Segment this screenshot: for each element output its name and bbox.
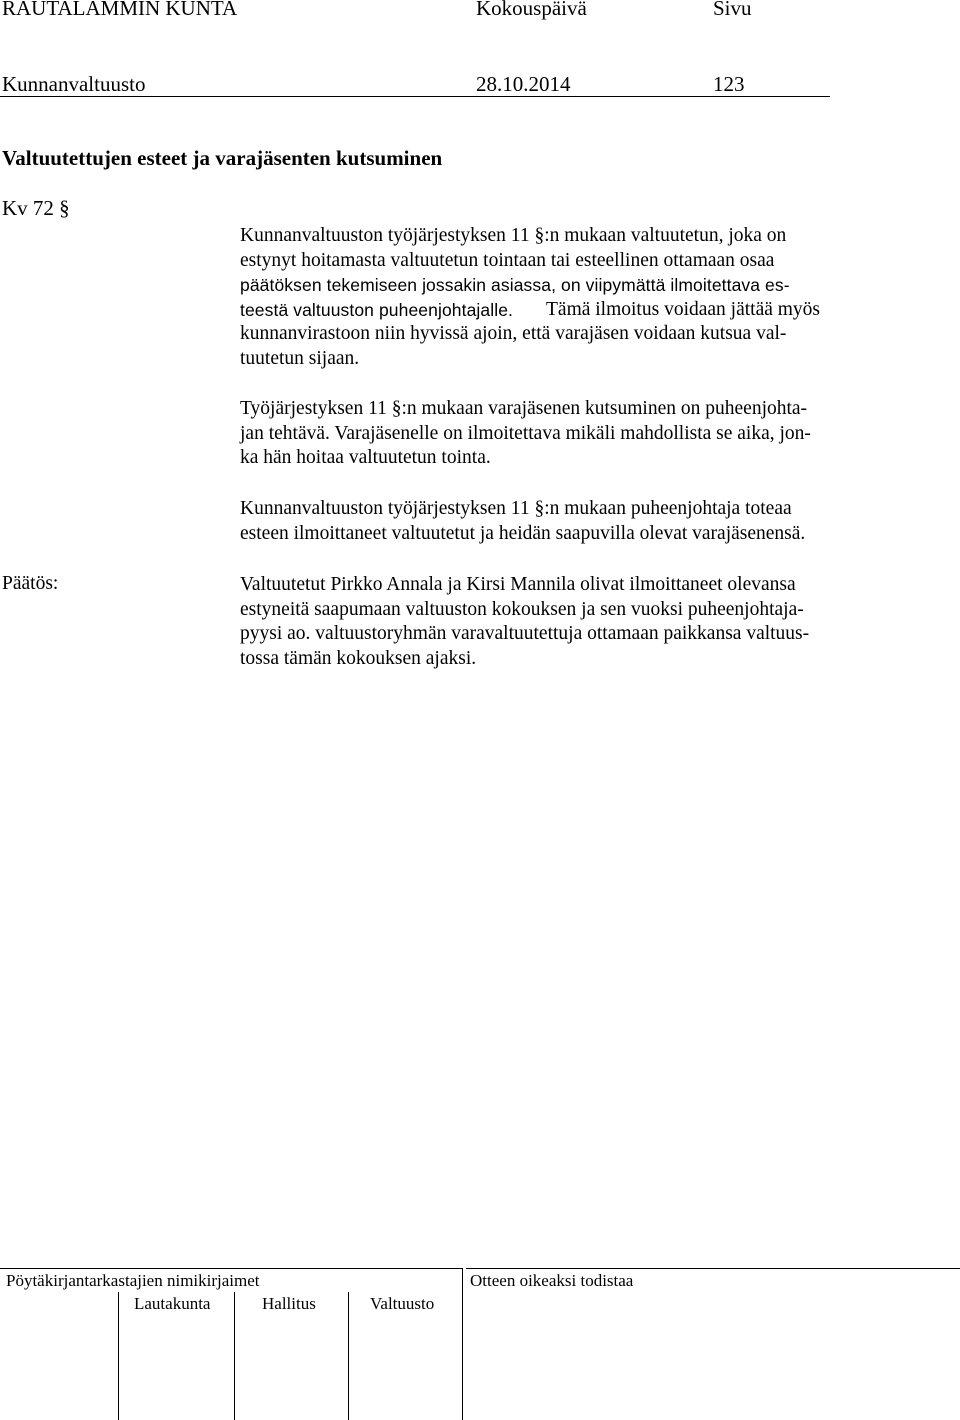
footer-divider — [118, 1292, 119, 1420]
decision-line: pyysi ao. valtuustoryhmän varavaltuutettuja ottamaan paikkansa valtuus- — [240, 623, 810, 644]
paragraph-line: Kunnanvaltuuston työjärjestyksen 11 §:n mukaan puheenjohtaja toteaa — [240, 498, 792, 519]
page-number: 123 — [713, 72, 745, 96]
municipality-name: RAUTALAMMIN KUNTA — [2, 0, 238, 20]
decision-text — [240, 573, 880, 671]
decision-line: Valtuutetut Pirkko Annala ja Kirsi Mannila olivat ilmoittaneet olevansa — [240, 574, 796, 595]
footer-divider — [234, 1292, 235, 1420]
paragraph-4 — [240, 497, 880, 546]
footer-rule-left — [0, 1268, 462, 1269]
paragraph-2 — [240, 322, 880, 371]
paragraph-line: teestä valtuuston puheenjohtajalle. — [240, 299, 514, 320]
document-title: Valtuutettujen esteet ja varajäsenten kutsuminen — [2, 146, 443, 170]
meeting-date: 28.10.2014 — [476, 72, 571, 96]
body-name: Kunnanvaltuusto — [2, 72, 146, 96]
meeting-date-label: Kokouspäivä — [476, 0, 587, 20]
paragraph-line: Kunnanvaltuuston työjärjestyksen 11 §:n mukaan valtuutetun, joka on — [240, 225, 787, 246]
column-valtuusto: Valtuusto — [370, 1294, 435, 1313]
decision-line: estyneitä saapumaan valtuuston kokouksen ja sen vuoksi puheenjohtaja- — [240, 598, 804, 620]
footer-divider — [348, 1292, 349, 1420]
decision-line: tossa tämän kokouksen ajaksi. — [240, 647, 477, 669]
column-lautakunta: Lautakunta — [134, 1294, 211, 1313]
paragraph-2-start — [546, 298, 886, 323]
paragraph-line: ka hän hoitaa valtuutetun tointa. — [240, 447, 491, 468]
paragraph-line: kunnanvirastoon niin hyvissä ajoin, että varajäsen voidaan kutsua val- — [240, 323, 787, 344]
paragraph-3 — [240, 397, 880, 471]
paragraph-1 — [240, 224, 880, 273]
paragraph-line: Työjärjestyksen 11 §:n mukaan varajäsenen kutsuminen on puheenjohta- — [240, 398, 808, 419]
footer-divider — [462, 1268, 463, 1420]
paragraph-line: jan tehtävä. Varajäsenelle on ilmoitettava mikäli mahdollista se aika, jon- — [240, 422, 811, 444]
paragraph-line: Tämä ilmoitus voidaan jättää myös — [546, 299, 821, 320]
header-rule — [0, 96, 830, 97]
page-label: Sivu — [713, 0, 752, 20]
decision-label: Päätös: — [2, 573, 59, 594]
paragraph-line: päätöksen tekemiseen jossakin asiassa, on viipymättä ilmoitettava es- — [240, 275, 790, 295]
footer-rule-right — [466, 1268, 960, 1269]
column-hallitus: Hallitus — [262, 1294, 316, 1313]
paragraph-line: estynyt hoitamasta valtuutetun tointaan tai esteellinen ottamaan osaa — [240, 249, 775, 271]
paragraph-line: esteen ilmoittaneet valtuutetut ja heidän saapuvilla olevat varajäsenensä. — [240, 522, 806, 544]
paragraph-line: tuutetun sijaan. — [240, 347, 360, 369]
section-number: Kv 72 § — [2, 196, 70, 220]
certified-label: Otteen oikeaksi todistaa — [470, 1271, 634, 1290]
signatures-label: Pöytäkirjantarkastajien nimikirjaimet — [6, 1271, 260, 1290]
